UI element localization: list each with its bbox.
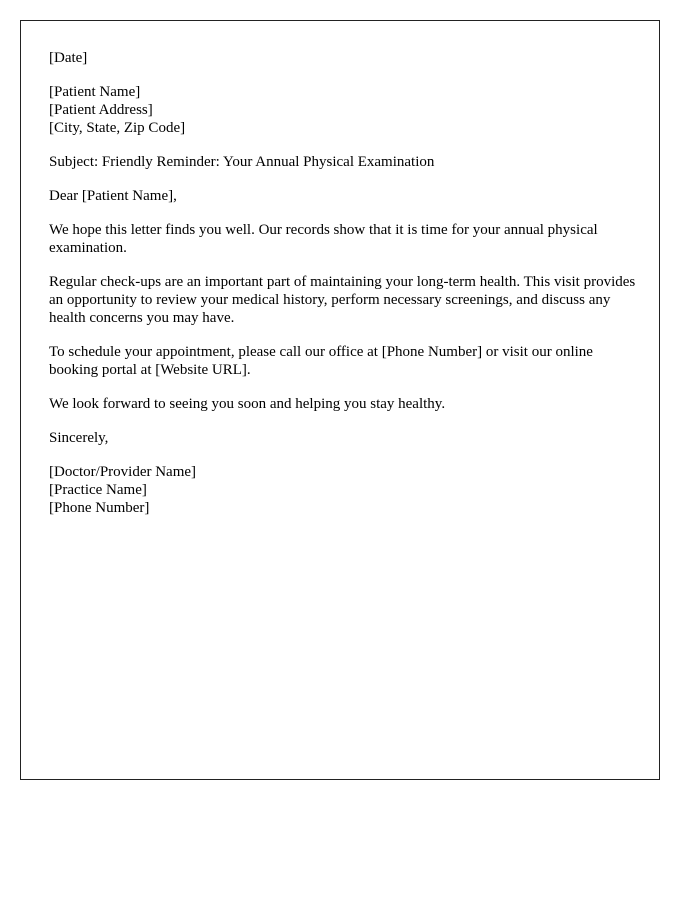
salutation: Dear [Patient Name],	[49, 188, 177, 204]
letter-body	[49, 49, 639, 533]
recipient-name: [Patient Name]	[49, 84, 141, 100]
letter-page	[20, 20, 660, 780]
recipient-block	[49, 83, 639, 137]
signature-block	[49, 463, 639, 517]
signature-phone: [Phone Number]	[49, 500, 150, 516]
signature-practice: [Practice Name]	[49, 482, 147, 498]
recipient-city-state-zip: [City, State, Zip Code]	[49, 120, 186, 136]
paragraph-intro: We hope this letter finds you well. Our records show that it is time for your annual physical examination.	[49, 222, 598, 256]
paragraph-closing-remark: We look forward to seeing you soon and helping you stay healthy.	[49, 396, 446, 412]
subject-line: Subject: Friendly Reminder: Your Annual Physical Examination	[49, 154, 435, 170]
paragraph-schedule: To schedule your appointment, please call our office at [Phone Number] or visit our online booking portal at [Website URL].	[49, 344, 593, 378]
recipient-address: [Patient Address]	[49, 102, 153, 118]
closing: Sincerely,	[49, 430, 109, 446]
date-line: [Date]	[49, 50, 88, 66]
signature-provider: [Doctor/Provider Name]	[49, 464, 197, 480]
paragraph-checkups: Regular check-ups are an important part of maintaining your long-term health. This visit provides an opportunity to review your medical history, perform necessary screenings, and discuss any health concerns you may have.	[49, 274, 636, 326]
